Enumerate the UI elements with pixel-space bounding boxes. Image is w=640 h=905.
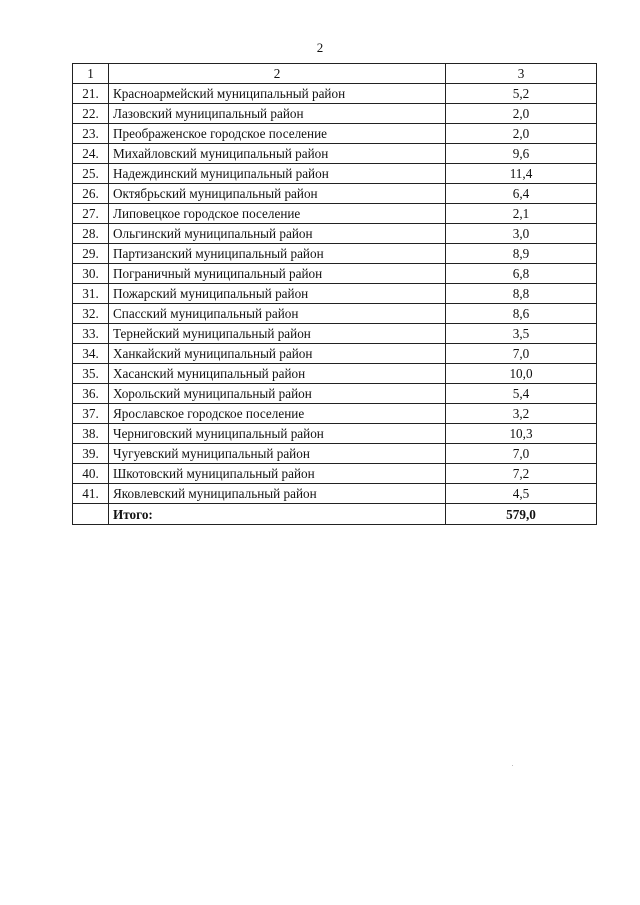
total-row [73, 504, 597, 525]
row-value: 11,4 [446, 164, 597, 184]
row-name: Шкотовский муниципальный район [109, 464, 446, 484]
page-number: 2 [316, 40, 324, 55]
row-number: 36. [73, 384, 109, 404]
row-name: Черниговский муниципальный район [109, 424, 446, 444]
table-row [73, 144, 597, 164]
row-value: 9,6 [446, 144, 597, 164]
table-row [73, 344, 597, 364]
row-value: 5,4 [446, 384, 597, 404]
row-value: 10,0 [446, 364, 597, 384]
row-number: 24. [73, 144, 109, 164]
row-value: 7,0 [446, 344, 597, 364]
table-row [73, 84, 597, 104]
table-row [73, 464, 597, 484]
table-row [73, 444, 597, 464]
row-name: Пожарский муниципальный район [109, 284, 446, 304]
row-number: 37. [73, 404, 109, 424]
row-name: Преображенское городское поселение [109, 124, 446, 144]
row-number: 23. [73, 124, 109, 144]
row-name: Лазовский муниципальный район [109, 104, 446, 124]
row-value: 4,5 [446, 484, 597, 504]
table-header [73, 64, 597, 84]
table-row [73, 124, 597, 144]
row-name: Хасанский муниципальный район [109, 364, 446, 384]
row-value: 8,8 [446, 284, 597, 304]
table-row [73, 264, 597, 284]
header-row [73, 64, 597, 84]
row-name: Тернейский муниципальный район [109, 324, 446, 344]
row-number: 28. [73, 224, 109, 244]
table-footer [73, 504, 597, 525]
row-value: 3,0 [446, 224, 597, 244]
row-value: 6,8 [446, 264, 597, 284]
header-col-number: 1 [73, 64, 109, 84]
row-name: Ханкайский муниципальный район [109, 344, 446, 364]
row-number: 33. [73, 324, 109, 344]
row-name: Красноармейский муниципальный район [109, 84, 446, 104]
table-row [73, 324, 597, 344]
row-name: Ярославское городское поселение [109, 404, 446, 424]
row-value: 5,2 [446, 84, 597, 104]
row-name: Партизанский муниципальный район [109, 244, 446, 264]
row-number: 32. [73, 304, 109, 324]
table-row [73, 304, 597, 324]
total-number-cell [73, 504, 109, 525]
row-name: Чугуевский муниципальный район [109, 444, 446, 464]
row-value: 8,9 [446, 244, 597, 264]
row-name: Хорольский муниципальный район [109, 384, 446, 404]
row-name: Ольгинский муниципальный район [109, 224, 446, 244]
table-row [73, 484, 597, 504]
total-label: Итого: [109, 504, 446, 525]
row-value: 6,4 [446, 184, 597, 204]
row-number: 41. [73, 484, 109, 504]
row-number: 34. [73, 344, 109, 364]
header-col-name: 2 [109, 64, 446, 84]
row-value: 2,0 [446, 104, 597, 124]
row-value: 3,5 [446, 324, 597, 344]
table-row [73, 404, 597, 424]
table-row [73, 184, 597, 204]
row-value: 7,0 [446, 444, 597, 464]
table-row [73, 364, 597, 384]
row-name: Яковлевский муниципальный район [109, 484, 446, 504]
row-number: 22. [73, 104, 109, 124]
row-number: 21. [73, 84, 109, 104]
table-row [73, 204, 597, 224]
row-number: 31. [73, 284, 109, 304]
row-number: 26. [73, 184, 109, 204]
row-value: 7,2 [446, 464, 597, 484]
total-value: 579,0 [446, 504, 597, 525]
row-value: 2,0 [446, 124, 597, 144]
row-number: 25. [73, 164, 109, 184]
row-number: 35. [73, 364, 109, 384]
row-number: 38. [73, 424, 109, 444]
row-number: 27. [73, 204, 109, 224]
header-col-value: 3 [446, 64, 597, 84]
row-name: Октябрьский муниципальный район [109, 184, 446, 204]
row-number: 40. [73, 464, 109, 484]
row-name: Пограничный муниципальный район [109, 264, 446, 284]
table-row [73, 224, 597, 244]
row-value: 8,6 [446, 304, 597, 324]
allocation-table [72, 63, 597, 525]
table-row [73, 104, 597, 124]
row-number: 30. [73, 264, 109, 284]
row-name: Спасский муниципальный район [109, 304, 446, 324]
table-body [73, 84, 597, 504]
row-value: 10,3 [446, 424, 597, 444]
table-row [73, 244, 597, 264]
row-name: Надеждинский муниципальный район [109, 164, 446, 184]
row-number: 29. [73, 244, 109, 264]
table-row [73, 384, 597, 404]
row-name: Михайловский муниципальный район [109, 144, 446, 164]
row-number: 39. [73, 444, 109, 464]
table-row [73, 424, 597, 444]
row-value: 3,2 [446, 404, 597, 424]
table-row [73, 284, 597, 304]
table-row [73, 164, 597, 184]
row-name: Липовецкое городское поселение [109, 204, 446, 224]
scan-speck [512, 765, 513, 766]
row-value: 2,1 [446, 204, 597, 224]
